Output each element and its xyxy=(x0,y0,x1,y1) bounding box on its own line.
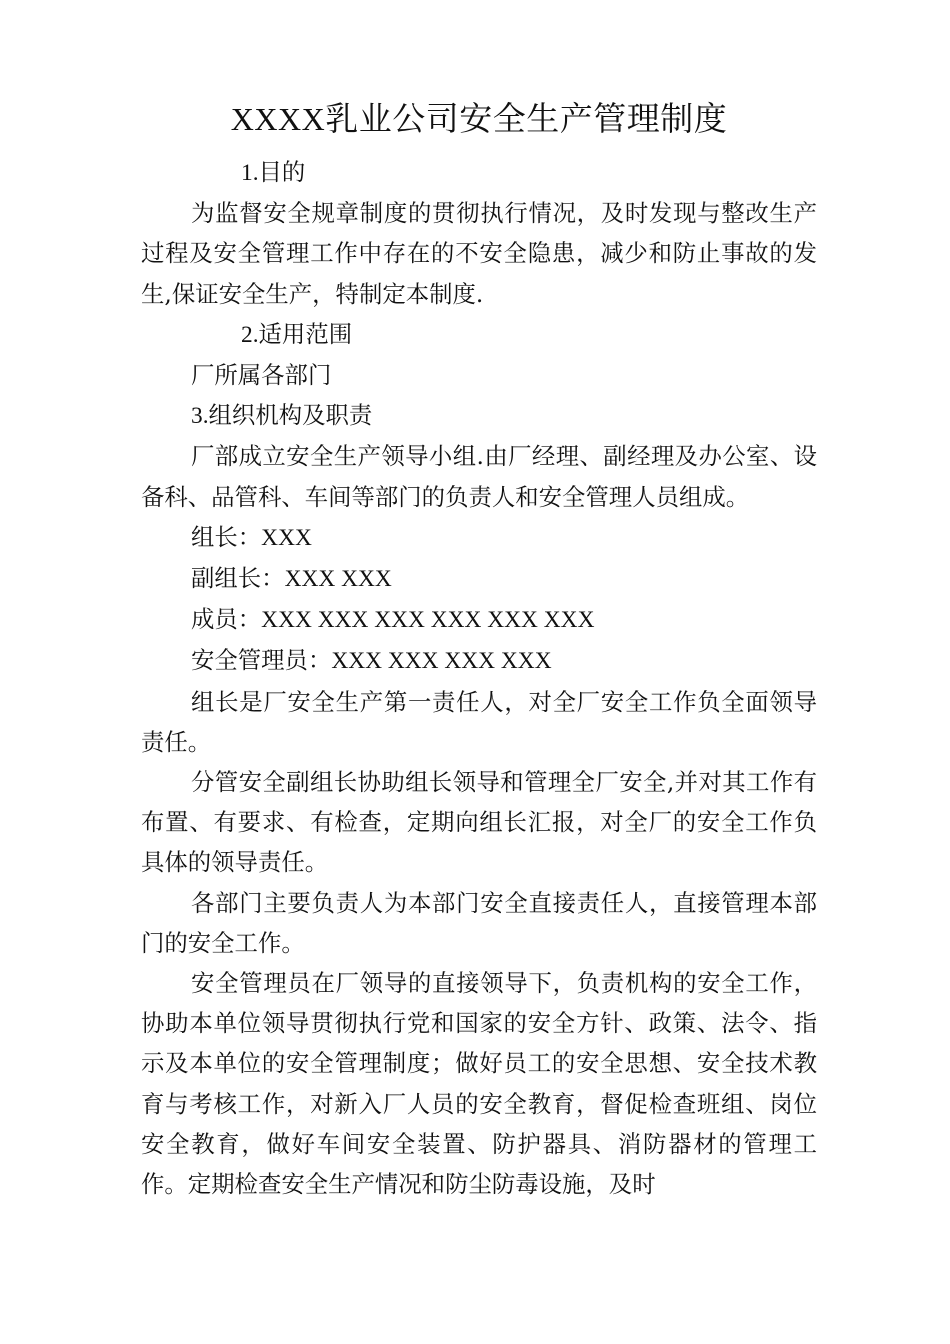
title-main: 乳业公司安全生产管理制度 xyxy=(325,99,728,138)
section-number: 1. xyxy=(241,160,259,186)
title-prefix: XXXX xyxy=(230,101,326,137)
paragraph-org-intro: 厂部成立安全生产领导小组.由厂经理、副经理及办公室、设备科、品管科、车间等部门的负责人和安全管理人员组成。 xyxy=(141,442,817,511)
section-heading-purpose xyxy=(141,152,817,193)
paragraph-department-duty: 各部门主要负责人为本部门安全直接责任人，直接管理本部门的安全工作。 xyxy=(141,888,817,957)
deputy-line xyxy=(141,558,817,599)
section-number: 3. xyxy=(191,403,209,430)
deputy-value: XXX XXX xyxy=(284,566,392,593)
section-title: 组织机构及职责 xyxy=(208,401,373,430)
section-title: 目的 xyxy=(258,158,306,186)
members-value: XXX XXX XXX XXX XXX XXX xyxy=(261,607,595,634)
document-title xyxy=(141,92,817,146)
section-title: 适用范围 xyxy=(258,319,353,348)
document-page xyxy=(141,92,817,1204)
leader-label: 组长： xyxy=(191,522,262,551)
deputy-label: 副组长： xyxy=(191,564,285,593)
section-heading-scope xyxy=(141,314,817,355)
section-heading-organization xyxy=(141,395,817,436)
paragraph-deputy-duty: 分管安全副组长协助组长领导和管理全厂安全,并对其工作有布置、有要求、有检查，定期向组长汇报，对全厂的安全工作负具体的领导责任。 xyxy=(141,768,817,877)
safety-officer-line xyxy=(141,640,817,681)
safety-officer-label: 安全管理员： xyxy=(191,646,332,675)
members-line xyxy=(141,599,817,640)
paragraph-scope: 厂所属各部门 xyxy=(191,361,332,390)
leader-line xyxy=(141,517,817,558)
leader-value: XXX xyxy=(261,524,312,551)
document-body xyxy=(141,152,817,1204)
paragraph-safety-officer-duty: 安全管理员在厂领导的直接领导下，负责机构的安全工作，协助本单位领导贯彻执行党和国家的安全方针、政策、法令、指示及本单位的安全管理制度；做好员工的安全思想、安全技术教育与考核工作，对新入厂人员的安全教育，督促检查班组、岗位安全教育，做好车间安全装置、防护器具、消防器材的管理工作。定期检查安全生产情况和防尘防毒设施，及时 xyxy=(141,969,817,1199)
paragraph-purpose: 为监督安全规章制度的贯彻执行情况，及时发现与整改生产过程及安全管理工作中存在的不安全隐患，减少和防止事故的发生,保证安全生产，特制定本制度. xyxy=(141,199,817,308)
safety-officer-value: XXX XXX XXX XXX xyxy=(331,648,552,675)
section-number: 2. xyxy=(241,321,259,348)
paragraph-leader-duty: 组长是厂安全生产第一责任人，对全厂安全工作负全面领导责任。 xyxy=(141,687,817,756)
members-label: 成员： xyxy=(191,605,262,634)
